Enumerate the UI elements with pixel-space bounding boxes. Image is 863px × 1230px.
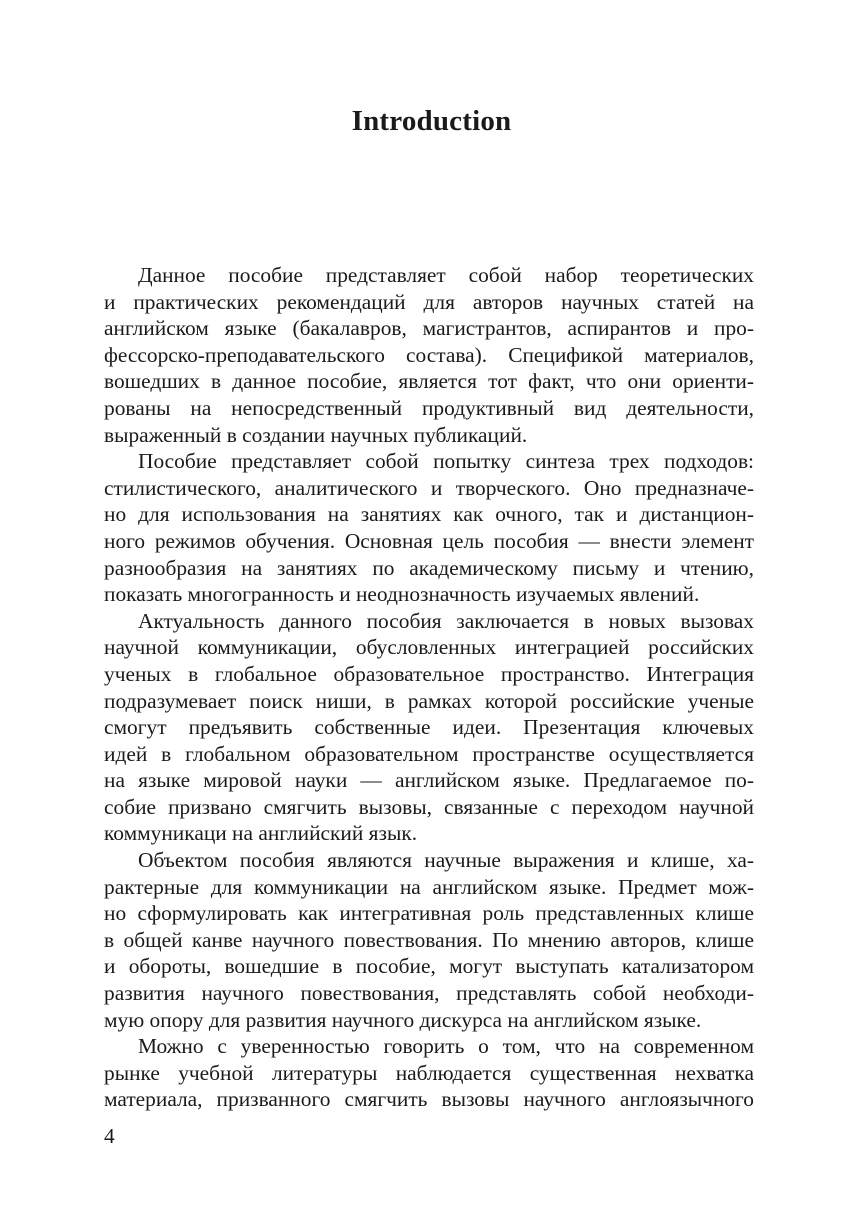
text-line: рактерные для коммуникации на английском языке. Предмет мож-: [104, 874, 754, 899]
text-line: на языке мировой науки — английском языке. Предлагаемое по-: [104, 768, 754, 793]
paragraph-5: [104, 1033, 754, 1113]
page-title: Introduction: [351, 105, 512, 137]
text-line: Пособие представляет собой попытку синтеза трех подходов:: [138, 449, 754, 474]
text-line: ученых в глобальное образовательное пространство. Интеграция: [104, 661, 754, 686]
text-line: подразумевает поиск ниши, в рамках которой российские ученые: [104, 688, 754, 713]
text-line: Можно с уверенностью говорить о том, что на современном: [138, 1034, 754, 1059]
text-line: показать многогранность и неоднозначность изучаемых явлений.: [104, 582, 700, 607]
paragraph-4: [104, 847, 754, 1033]
text-line: рованы на непосредственный продуктивный вид деятельности,: [104, 395, 754, 420]
text-line: идей в глобальном образовательном пространстве осуществляется: [104, 741, 754, 766]
paragraph-3: [104, 608, 754, 847]
text-line: развития научного повествования, представлять собой необходи-: [104, 981, 754, 1006]
text-line: ного режимов обучения. Основная цель пособия — внести элемент: [104, 528, 754, 553]
paragraph-1: [104, 262, 754, 448]
text-line: смогут предъявить собственные идеи. Презентация ключевых: [104, 715, 754, 740]
text-line: в общей канве научного повествования. По мнению авторов, клише: [104, 927, 754, 952]
page-number: 4: [104, 1124, 115, 1148]
text-line: мую опору для развития научного дискурса на английском языке.: [104, 1007, 702, 1032]
text-line: фессорско-преподавательского состава). Спецификой материалов,: [104, 342, 754, 367]
text-line: собие призвано смягчить вызовы, связанные с переходом научной: [104, 794, 754, 819]
body-text: [104, 262, 754, 1113]
text-line: но для использования на занятиях как очного, так и дистанцион-: [104, 502, 754, 527]
paragraph-2: [104, 448, 754, 608]
text-line: рынке учебной литературы наблюдается существенная нехватка: [104, 1060, 754, 1085]
text-line: но сформулировать как интегративная роль представленных клише: [104, 901, 754, 926]
text-line: коммуникаци на английский язык.: [104, 821, 418, 846]
text-line: материала, призванного смягчить вызовы научного англоязычного: [104, 1087, 754, 1112]
text-line: разнообразия на занятиях по академическому письму и чтению,: [104, 555, 754, 580]
text-line: Данное пособие представляет собой набор теоретических: [138, 263, 754, 287]
text-line: стилистического, аналитического и творческого. Оно предназначе-: [104, 475, 754, 500]
text-line: Актуальность данного пособия заключается в новых вызовах: [138, 608, 754, 633]
text-line: и практических рекомендаций для авторов научных статей на: [104, 289, 754, 314]
text-line: выраженный в создании научных публикаций.: [104, 422, 528, 447]
text-line: вошедших в данное пособие, является тот факт, что они ориенти-: [104, 369, 754, 394]
text-line: и обороты, вошедшие в пособие, могут выступать катализатором: [104, 954, 754, 979]
text-line: научной коммуникации, обусловленных интеграцией российских: [104, 635, 754, 660]
text-line: английском языке (бакалавров, магистрантов, аспирантов и про-: [104, 316, 754, 341]
text-line: Объектом пособия являются научные выражения и клише, ха-: [138, 848, 754, 873]
